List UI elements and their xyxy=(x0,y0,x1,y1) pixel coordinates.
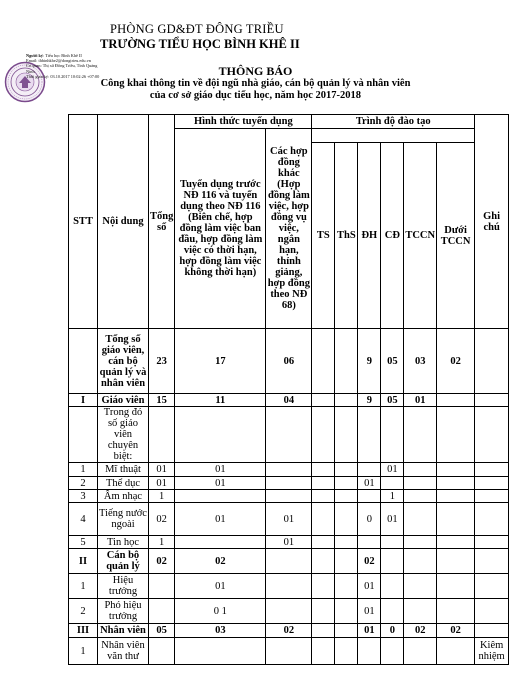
header-tccn: TCCN xyxy=(404,143,437,329)
cell-ths xyxy=(335,574,358,599)
cell-tong-so xyxy=(149,407,175,463)
cell-ths xyxy=(335,599,358,624)
cell-tong-so xyxy=(149,638,175,665)
cell-noi-dung: Thể dục xyxy=(98,477,149,490)
cell-duoi-tccn xyxy=(437,490,475,503)
cell-hop-dong-khac xyxy=(266,407,312,463)
cell-dh xyxy=(358,463,381,477)
header-noi-dung: Nội dung xyxy=(98,115,149,329)
cell-noi-dung: Nhân viên văn thư xyxy=(98,638,149,665)
cell-ghi-chu xyxy=(475,536,509,549)
staff-table xyxy=(68,114,509,665)
cell-duoi-tccn xyxy=(437,407,475,463)
cell-ths xyxy=(335,329,358,394)
cell-ths xyxy=(335,394,358,407)
table-row xyxy=(69,574,509,599)
table-row xyxy=(69,329,509,394)
cell-hop-dong-khac xyxy=(266,638,312,665)
cell-hop-dong-khac xyxy=(266,574,312,599)
cell-ghi-chu xyxy=(475,503,509,536)
table-row xyxy=(69,599,509,624)
cell-dh: 01 xyxy=(358,624,381,638)
table-row xyxy=(69,624,509,638)
cell-stt: 2 xyxy=(69,599,98,624)
cell-ths xyxy=(335,638,358,665)
cell-stt: I xyxy=(69,394,98,407)
cell-tccn xyxy=(404,549,437,574)
cell-ghi-chu xyxy=(475,329,509,394)
header-truoc-nd116: Tuyển dụng trước NĐ 116 và tuyển dụng theo NĐ 116 (Biên chế, hợp đồng làm việc ban đầu, hợp đồng làm việc có thời hạn, hợp đồng làm việc không thời hạn) xyxy=(175,129,266,329)
cell-dh xyxy=(358,407,381,463)
cell-tccn xyxy=(404,574,437,599)
signer-label: Người ký xyxy=(26,53,44,58)
cell-stt: II xyxy=(69,549,98,574)
cell-ghi-chu xyxy=(475,599,509,624)
cell-hop-dong-khac: 02 xyxy=(266,624,312,638)
cell-ghi-chu xyxy=(475,477,509,490)
cell-noi-dung: Trong đó số giáo viên chuyên biệt: xyxy=(98,407,149,463)
department-name: PHÒNG GD&ĐT ĐÔNG TRIỀU xyxy=(110,22,284,36)
cell-cd xyxy=(381,638,404,665)
cell-ghi-chu xyxy=(475,394,509,407)
cell-tong-so xyxy=(149,599,175,624)
cell-stt: 1 xyxy=(69,574,98,599)
cell-cd: 05 xyxy=(381,329,404,394)
cell-tccn xyxy=(404,407,437,463)
header-duoi-tccn: Dưới TCCN xyxy=(437,143,475,329)
table-header-row-1 xyxy=(69,115,509,129)
cell-stt xyxy=(69,407,98,463)
cell-ghi-chu xyxy=(475,463,509,477)
cell-nd116 xyxy=(175,407,266,463)
table-row xyxy=(69,407,509,463)
cell-tong-so: 01 xyxy=(149,477,175,490)
cell-duoi-tccn xyxy=(437,574,475,599)
cell-ghi-chu xyxy=(475,574,509,599)
cell-cd: 0 xyxy=(381,624,404,638)
org-label: Cơ quan: xyxy=(26,63,42,69)
cell-hop-dong-khac xyxy=(266,477,312,490)
cell-hop-dong-khac xyxy=(266,549,312,574)
header-trinh-do: Trình độ đào tạo xyxy=(312,115,475,129)
cell-dh: 01 xyxy=(358,477,381,490)
cell-ts xyxy=(312,329,335,394)
header-hinh-thuc: Hình thức tuyển dụng xyxy=(175,115,312,129)
cell-cd: 01 xyxy=(381,503,404,536)
cell-stt: 2 xyxy=(69,477,98,490)
cell-tong-so: 15 xyxy=(149,394,175,407)
cell-ts xyxy=(312,394,335,407)
cell-ths xyxy=(335,549,358,574)
cell-duoi-tccn xyxy=(437,638,475,665)
email-label: Email: xyxy=(26,58,38,64)
notice-title: THÔNG BÁO xyxy=(218,64,293,78)
cell-ths xyxy=(335,407,358,463)
cell-ts xyxy=(312,638,335,665)
header-ths: ThS xyxy=(335,143,358,329)
cell-tccn xyxy=(404,477,437,490)
header-hop-dong-khac: Các hợp đồng khác (Hợp đồng làm việc, hợp đồng vụ việc, ngắn hạn, thỉnh giảng, hợp đồng theo NĐ 68) xyxy=(266,129,312,329)
cell-noi-dung: Phó hiệu trưởng xyxy=(98,599,149,624)
header-dh: ĐH xyxy=(358,143,381,329)
table-row xyxy=(69,394,509,407)
cell-nd116: 03 xyxy=(175,624,266,638)
cell-stt: 1 xyxy=(69,463,98,477)
cell-duoi-tccn xyxy=(437,477,475,490)
cell-ths xyxy=(335,624,358,638)
cell-tong-so xyxy=(149,574,175,599)
cell-dh: 01 xyxy=(358,574,381,599)
signer-email: thbinhkhe2@dongtrieu.edu.vn xyxy=(38,58,91,64)
cell-nd116: 01 xyxy=(175,574,266,599)
cell-cd xyxy=(381,599,404,624)
cell-cd: 1 xyxy=(381,490,404,503)
cell-tccn xyxy=(404,536,437,549)
cell-tong-so: 1 xyxy=(149,490,175,503)
cell-nd116: 0 1 xyxy=(175,599,266,624)
cell-duoi-tccn: 02 xyxy=(437,329,475,394)
cell-noi-dung: Âm nhạc xyxy=(98,490,149,503)
cell-duoi-tccn: 02 xyxy=(437,624,475,638)
header-ts: TS xyxy=(312,143,335,329)
table-row xyxy=(69,477,509,490)
header-tong-so: Tổng số xyxy=(149,115,175,329)
cell-tccn xyxy=(404,503,437,536)
cell-hop-dong-khac xyxy=(266,463,312,477)
cell-ts xyxy=(312,599,335,624)
cell-noi-dung: Tiếng nước ngoài xyxy=(98,503,149,536)
cell-ths xyxy=(335,490,358,503)
cell-ts xyxy=(312,549,335,574)
cell-ths xyxy=(335,536,358,549)
cell-cd xyxy=(381,536,404,549)
sign-time: 03.10.2017 10:02:26 +07:00 xyxy=(50,73,100,79)
cell-stt: 4 xyxy=(69,503,98,536)
cell-hop-dong-khac: 04 xyxy=(266,394,312,407)
cell-duoi-tccn xyxy=(437,463,475,477)
cell-noi-dung: Nhân viên xyxy=(98,624,149,638)
cell-ts xyxy=(312,624,335,638)
cell-stt: 1 xyxy=(69,638,98,665)
header-spacer xyxy=(312,129,475,143)
school-name: TRƯỜNG TIỂU HỌC BÌNH KHÊ II xyxy=(100,37,300,51)
table-row xyxy=(69,536,509,549)
cell-noi-dung: Cán bộ quản lý xyxy=(98,549,149,574)
cell-dh: 9 xyxy=(358,329,381,394)
cell-noi-dung: Giáo viên xyxy=(98,394,149,407)
cell-nd116: 01 xyxy=(175,477,266,490)
cell-nd116 xyxy=(175,490,266,503)
cell-stt: 5 xyxy=(69,536,98,549)
cell-nd116: 01 xyxy=(175,463,266,477)
cell-hop-dong-khac xyxy=(266,490,312,503)
cell-dh: 0 xyxy=(358,503,381,536)
cell-tccn xyxy=(404,490,437,503)
cell-ts xyxy=(312,536,335,549)
cell-ths xyxy=(335,503,358,536)
cell-ghi-chu xyxy=(475,624,509,638)
cell-cd: 01 xyxy=(381,463,404,477)
cell-ghi-chu xyxy=(475,490,509,503)
cell-dh xyxy=(358,536,381,549)
cell-ths xyxy=(335,477,358,490)
cell-stt: III xyxy=(69,624,98,638)
time-label: Thời gian ký: xyxy=(26,73,50,79)
cell-duoi-tccn xyxy=(437,599,475,624)
cell-dh: 02 xyxy=(358,549,381,574)
cell-ts xyxy=(312,463,335,477)
cell-noi-dung: Mĩ thuật xyxy=(98,463,149,477)
cell-ts xyxy=(312,490,335,503)
cell-tong-so: 02 xyxy=(149,549,175,574)
cell-ts xyxy=(312,574,335,599)
cell-hop-dong-khac: 06 xyxy=(266,329,312,394)
cell-duoi-tccn xyxy=(437,549,475,574)
cell-nd116: 17 xyxy=(175,329,266,394)
header-cd: CĐ xyxy=(381,143,404,329)
cell-tong-so: 23 xyxy=(149,329,175,394)
cell-nd116 xyxy=(175,638,266,665)
cell-duoi-tccn xyxy=(437,536,475,549)
cell-nd116: 11 xyxy=(175,394,266,407)
cell-noi-dung: Tin học xyxy=(98,536,149,549)
signature-details: Người ký: Tiểu học Bình Khê II Email: thbinhkhe2@dongtrieu.edu.vn Cơ quan: Thị xã Đông Triều, Tỉnh Quảng Ninh Thời gian ký: 03.10.2017 10:02:26 +07:00 xyxy=(26,53,100,79)
signer-org: Thị xã Đông Triều, Tỉnh Quảng Ninh xyxy=(26,63,98,74)
cell-cd: 05 xyxy=(381,394,404,407)
cell-ths xyxy=(335,463,358,477)
signer-name: Tiểu học Bình Khê II xyxy=(45,53,82,58)
cell-tccn: 02 xyxy=(404,624,437,638)
table-row xyxy=(69,549,509,574)
cell-tccn xyxy=(404,599,437,624)
cell-cd xyxy=(381,574,404,599)
cell-duoi-tccn xyxy=(437,394,475,407)
cell-ghi-chu: Kiêm nhiệm xyxy=(475,638,509,665)
table-row xyxy=(69,490,509,503)
cell-nd116 xyxy=(175,536,266,549)
cell-ts xyxy=(312,407,335,463)
cell-ts xyxy=(312,503,335,536)
header-stt: STT xyxy=(69,115,98,329)
cell-ghi-chu xyxy=(475,407,509,463)
cell-dh: 01 xyxy=(358,599,381,624)
cell-cd xyxy=(381,549,404,574)
cell-tong-so: 05 xyxy=(149,624,175,638)
cell-ts xyxy=(312,477,335,490)
cell-stt: 3 xyxy=(69,490,98,503)
cell-tong-so: 02 xyxy=(149,503,175,536)
cell-duoi-tccn xyxy=(437,503,475,536)
cell-tong-so: 01 xyxy=(149,463,175,477)
cell-dh xyxy=(358,490,381,503)
cell-dh: 9 xyxy=(358,394,381,407)
cell-nd116: 02 xyxy=(175,549,266,574)
cell-cd xyxy=(381,477,404,490)
cell-cd xyxy=(381,407,404,463)
table-row xyxy=(69,638,509,665)
header-ghi-chu: Ghi chú xyxy=(475,115,509,329)
cell-tccn xyxy=(404,463,437,477)
cell-hop-dong-khac xyxy=(266,599,312,624)
cell-noi-dung: Hiệu trưởng xyxy=(98,574,149,599)
cell-hop-dong-khac: 01 xyxy=(266,503,312,536)
cell-nd116: 01 xyxy=(175,503,266,536)
table-row xyxy=(69,503,509,536)
notice-subtitle-1: Công khai thông tin về đội ngũ nhà giáo, cán bộ quản lý và nhân viên xyxy=(100,78,411,89)
cell-tccn: 03 xyxy=(404,329,437,394)
cell-ghi-chu xyxy=(475,549,509,574)
cell-tccn xyxy=(404,638,437,665)
cell-dh xyxy=(358,638,381,665)
cell-tong-so: 1 xyxy=(149,536,175,549)
cell-noi-dung: Tổng số giáo viên, cán bộ quản lý và nhân viên xyxy=(98,329,149,394)
cell-hop-dong-khac: 01 xyxy=(266,536,312,549)
cell-tccn: 01 xyxy=(404,394,437,407)
table-row xyxy=(69,463,509,477)
cell-stt xyxy=(69,329,98,394)
notice-subtitle-2: của cơ sở giáo dục tiểu học, năm học 2017-2018 xyxy=(149,90,362,101)
